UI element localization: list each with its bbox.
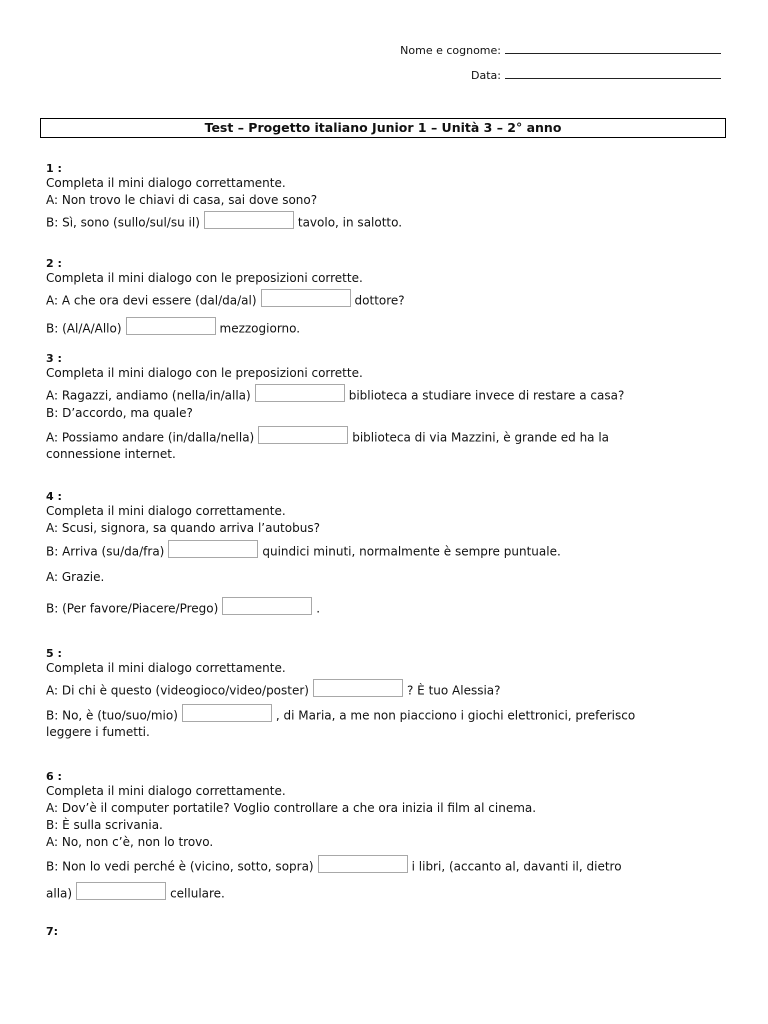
dialog-text: biblioteca a studiare invece di restare a casa?	[348, 388, 625, 403]
instruction: Completa il mini dialogo correttamente.	[46, 504, 286, 518]
dialog-line	[46, 317, 726, 338]
name-underline	[505, 43, 721, 54]
dialog-line	[46, 384, 726, 405]
dialog-text: biblioteca di via Mazzini, è grande ed ha la	[352, 430, 610, 444]
date-label: Data:	[471, 69, 501, 82]
question-number: 2 :	[46, 257, 62, 270]
dialog-line: A: Dov’è il computer portatile? Voglio controllare a che ora inizia il film al cinema.	[46, 801, 537, 815]
question-number: 1 :	[46, 162, 62, 175]
dialog-text: B: No, è (tuo/suo/mio)	[46, 708, 178, 722]
dialog-text: mezzogiorno.	[219, 321, 301, 335]
dialog-text: B: Non lo vedi perché è (vicino, sotto, sopra)	[46, 859, 314, 874]
dialog-line	[46, 882, 726, 903]
instruction: Completa il mini dialogo con le preposizioni corrette.	[46, 271, 363, 285]
dialog-text: A: Ragazzi, andiamo (nella/in/alla)	[46, 388, 251, 403]
instruction: Completa il mini dialogo correttamente.	[46, 661, 286, 675]
dialog-line	[46, 597, 726, 618]
dialog-line	[46, 211, 726, 232]
dialog-text: , di Maria, a me non piacciono i giochi elettronici, preferisco	[275, 708, 636, 722]
answer-input-6b[interactable]	[76, 882, 166, 900]
dialog-text: B: (Al/A/Allo)	[46, 321, 122, 335]
dialog-text: A: Di chi è questo (videogioco/video/poster)	[46, 683, 309, 698]
answer-input-2a[interactable]	[261, 289, 351, 307]
dialog-line	[46, 704, 726, 725]
question-number: 3 :	[46, 352, 62, 365]
question-1	[46, 163, 726, 232]
instruction: Completa il mini dialogo correttamente.	[46, 784, 286, 798]
question-6	[46, 771, 726, 902]
dialog-text: B: (Per favore/Piacere/Prego)	[46, 601, 219, 615]
dialog-text: A: Possiamo andare (in/dalla/nella)	[46, 430, 255, 444]
answer-input-5a[interactable]	[313, 679, 403, 697]
question-number: 6 :	[46, 770, 62, 783]
date-underline	[505, 68, 721, 79]
question-number: 5 :	[46, 647, 62, 660]
dialog-text: cellulare.	[170, 886, 225, 900]
dialog-text: B: Arriva (su/da/fra)	[46, 544, 165, 559]
answer-input-6a[interactable]	[318, 855, 408, 873]
dialog-line: connessione internet.	[46, 447, 176, 461]
dialog-text: ? È tuo Alessia?	[406, 683, 501, 698]
answer-input-5b[interactable]	[182, 704, 272, 722]
dialog-line: B: D’accordo, ma quale?	[46, 405, 193, 420]
name-label: Nome e cognome:	[400, 44, 501, 57]
answer-input-4b[interactable]	[222, 597, 312, 615]
instruction: Completa il mini dialogo con le preposizioni corrette.	[46, 366, 363, 380]
question-number: 4 :	[46, 490, 62, 503]
dialog-text: i libri, (accanto al, davanti il, dietro	[411, 859, 622, 874]
answer-input-3a[interactable]	[255, 384, 345, 402]
name-line	[400, 43, 721, 58]
dialog-text: tavolo, in salotto.	[297, 215, 403, 230]
dialog-line: B: È sulla scrivania.	[46, 818, 163, 832]
dialog-text: B: Sì, sono (sullo/sul/su il)	[46, 215, 200, 230]
answer-input-4a[interactable]	[168, 540, 258, 558]
dialog-line: A: No, non c’è, non lo trovo.	[46, 835, 214, 849]
test-title: Test – Progetto italiano Junior 1 – Unità 3 – 2° anno	[40, 118, 726, 138]
dialog-line: A: Scusi, signora, sa quando arriva l’autobus?	[46, 521, 320, 535]
answer-input-1[interactable]	[204, 211, 294, 229]
dialog-line	[46, 426, 726, 447]
dialog-line	[46, 289, 726, 310]
instruction: Completa il mini dialogo correttamente.	[46, 176, 286, 190]
dialog-line: A: Grazie.	[46, 569, 105, 584]
dialog-text: quindici minuti, normalmente è sempre puntuale.	[262, 544, 561, 559]
question-3	[46, 353, 726, 463]
question-7	[46, 926, 726, 938]
dialog-line	[46, 679, 726, 700]
dialog-text: .	[316, 601, 321, 615]
dialog-line	[46, 855, 726, 876]
dialog-text: A: A che ora devi essere (dal/da/al)	[46, 293, 257, 308]
dialog-text: dottore?	[354, 293, 405, 308]
answer-input-2b[interactable]	[126, 317, 216, 335]
question-2	[46, 258, 726, 337]
question-5	[46, 648, 726, 741]
question-4	[46, 491, 726, 617]
question-number: 7:	[46, 925, 59, 938]
dialog-line	[46, 540, 726, 561]
answer-input-3b[interactable]	[258, 426, 348, 444]
dialog-line: leggere i fumetti.	[46, 725, 150, 739]
dialog-text: alla)	[46, 886, 73, 900]
dialog-line: A: Non trovo le chiavi di casa, sai dove sono?	[46, 193, 318, 207]
date-line	[471, 68, 721, 83]
